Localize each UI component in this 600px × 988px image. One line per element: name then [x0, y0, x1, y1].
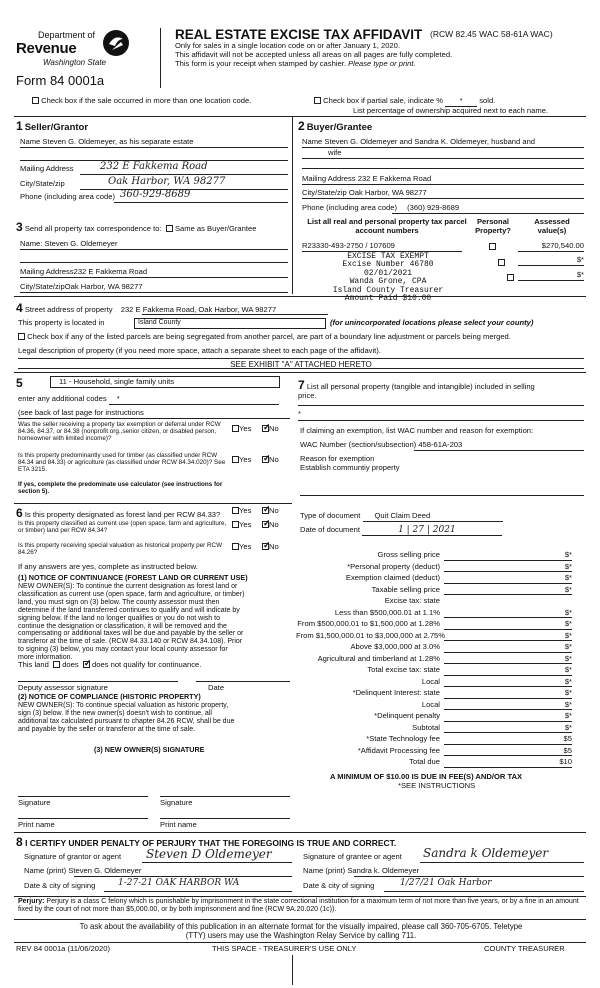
personal-property-label-2: price.: [298, 391, 317, 400]
tax-row-label: Subtotal: [412, 722, 440, 732]
tax-row-value[interactable]: $*: [444, 609, 572, 619]
tax-row-value[interactable]: $*: [444, 563, 572, 573]
county-treasurer-label: COUNTY TREASURER: [484, 944, 565, 953]
correspond-name[interactable]: Steven G. Oldemeyer: [44, 239, 118, 248]
buyer-name-2[interactable]: wife: [328, 148, 342, 157]
parcel-number-1[interactable]: R23330-493-2750 / 107609: [302, 241, 395, 250]
section-3-number: 3: [16, 220, 23, 234]
s5-q1-yes[interactable]: [232, 425, 239, 432]
personal-property-label: List all personal property (tangible and intangible) included in selling: [306, 382, 535, 391]
tax-row-label: *Delinquent penalty: [374, 711, 440, 720]
partial-sold: sold.: [479, 96, 496, 105]
notice-line: and payable by the seller or transferor at the time of sale.: [18, 725, 196, 733]
grantee-date-label: Date & city of signing: [303, 881, 375, 890]
grantee-date-city[interactable]: 1/27/21 Oak Harbor: [400, 878, 492, 888]
tax-row-label: Agricultural and timberland at 1.28%: [317, 653, 440, 663]
assessed-value-3[interactable]: $*: [576, 270, 584, 279]
exemption-claim-label: If claiming an exemption, list WAC number and reason for exemption:: [300, 426, 534, 435]
buyer-phone[interactable]: (360) 929-8689: [407, 203, 460, 212]
owner-signature-2[interactable]: Signature: [160, 798, 193, 807]
no-label: No: [269, 455, 279, 464]
grantee-name[interactable]: Sandra k. Oldemeyer: [347, 866, 420, 875]
tax-row-label: Gross selling price: [377, 550, 440, 559]
tax-row-value[interactable]: $*: [444, 551, 572, 561]
buyer-mail[interactable]: 232 E Fakkema Road: [357, 174, 432, 183]
stamp-line-3: 02/01/2021: [363, 268, 412, 278]
grantee-signature-label: Signature of grantee or agent: [303, 852, 402, 861]
tax-row-value[interactable]: $*: [444, 724, 572, 734]
tax-row-label: Exemption claimed (deduct): [345, 573, 440, 582]
tax-row-label: *Delinquent Interest: state: [352, 688, 440, 697]
seller-heading: Seller/Grantor: [24, 122, 89, 133]
minimum-due-note: A MINIMUM OF $10.00 IS DUE IN FEE(S) AND/OR TAX: [330, 772, 523, 781]
tax-row-value[interactable]: $*: [444, 620, 572, 630]
seller-city-label: City/State/zip: [20, 179, 65, 188]
section-1-number: 1: [16, 119, 23, 133]
owner-signature-1[interactable]: Signature: [18, 798, 51, 807]
notice-compliance-title: (2) NOTICE OF COMPLIANCE (HISTORIC PROPERTY): [18, 692, 201, 701]
notice-line: transferor at the time of sale. (RCW 84.33.140 or RCW 84.34.108). Prior: [18, 638, 243, 646]
dept-line2: Revenue: [16, 40, 77, 57]
buyer-phone-label: Phone (including area code): [302, 203, 397, 212]
tax-row-value[interactable]: $*: [444, 666, 572, 676]
notice-line: NEW OWNER(S): To continue the current designation as forest land or: [18, 583, 238, 590]
notice-compliance-body: [18, 702, 234, 734]
perjury-text: Perjury is a class C felony which is punishable by imprisonment in the state correctional institution for a maximum term of not more than five years, or by a fine in an amount fixed by the court of not more than $5,000.00, or by both imprisonment and fine (RCW 9A.20.020 (1c)).: [18, 898, 579, 914]
partial-percent[interactable]: *: [445, 97, 477, 107]
section-8-number: 8: [16, 835, 23, 849]
does-label: does: [62, 660, 79, 669]
s5-question-1: Was the seller receiving a property tax exemption or deferral under RCW 84.36, 84.37, or 84.38 (nonprofit org.,senior citizen, or disabled person, homeowner with limited income)?: [18, 421, 221, 443]
form-number: Form 84 0001a: [16, 73, 105, 88]
s6-question-3: Is this property receiving special valuation as historical property per RCW 84.26?: [18, 542, 223, 557]
notice-line: land, you must sign on (3) below. The county assessor must then: [18, 598, 220, 606]
no-label: No: [269, 424, 279, 433]
seller-name[interactable]: Steven G. Oldemeyer, as his separate estate: [42, 137, 194, 146]
treasurer-space-label: THIS SPACE - TREASURER'S USE ONLY: [212, 944, 357, 953]
s6-question-2: Is this property classified as current use (open space, farm and agriculture, or timber) land per RCW 84.34?: [18, 520, 227, 535]
s6-q1-yes[interactable]: [232, 507, 239, 514]
grantor-signature-label: Signature of grantor or agent: [24, 852, 122, 861]
s5-question-2b: If yes, complete the predominate use calculator (see instructions for section 5).: [18, 481, 223, 496]
assessed-value-1[interactable]: $270,540.00: [541, 241, 584, 250]
property-use-code-select[interactable]: 11 - Household, single family units: [50, 376, 280, 388]
doc-date-label: Date of document: [300, 525, 360, 534]
tax-row-label: From $500,000.01 to $1,500,000 at 1.28%: [297, 619, 440, 628]
tax-row-value[interactable]: $*: [444, 632, 572, 642]
perjury-label: Perjury:: [18, 898, 45, 905]
tax-row-label: *Personal property (deduct): [347, 561, 440, 571]
owner-print-name-1[interactable]: Print name: [18, 820, 55, 829]
correspond-mail[interactable]: 232 E Fakkema Road: [73, 267, 148, 276]
reason-label: Reason for exemption: [300, 454, 375, 463]
s6-question-1: Is this property designated as forest land per RCW 84.33?: [24, 510, 221, 519]
notice-continuance-body: [18, 583, 244, 662]
personal-property-col-header: Personal Property?: [475, 217, 511, 235]
grantor-date-label: Date & city of signing: [24, 881, 96, 890]
unincorp-note: (for unincorporated locations please select your county): [330, 318, 534, 327]
notice-line: to signing (3) below, you may contact your local county assessor for: [18, 646, 228, 654]
stamp-line-4: Wanda Grone, CPA: [349, 277, 427, 287]
yes-label: Yes: [239, 520, 252, 529]
same-as-buyer-checkbox[interactable]: [166, 225, 173, 232]
tax-row-label: Excise tax: state: [384, 596, 440, 605]
assessed-value-2[interactable]: $*: [576, 255, 584, 264]
s6-q2-no[interactable]: [262, 521, 269, 528]
s6-instructions: If any answers are yes, complete as instructed below.: [18, 562, 198, 571]
section-7-number: 7: [298, 378, 305, 392]
tax-row-label: Total excise tax: state: [367, 665, 440, 674]
exemption-reason[interactable]: Establish communtiy property: [300, 463, 400, 472]
wac-number[interactable]: 458-61A-203: [418, 440, 463, 449]
segregated-checkbox[interactable]: [18, 333, 25, 340]
personal-property-checkbox-3[interactable]: [507, 274, 514, 281]
does-not-qualify-checkbox[interactable]: [83, 661, 90, 668]
grantor-date-city[interactable]: 1-27-21 OAK HARBOR WA: [118, 878, 240, 888]
tax-row-value[interactable]: $*: [444, 701, 572, 711]
notice-line: continue the designation or classification, it will be removed and the: [18, 622, 227, 630]
title-ref: (RCW 82.45 WAC 58-61A WAC): [430, 29, 553, 39]
tax-row-label: *State Technology fee: [366, 734, 440, 743]
street-address[interactable]: 232 E Fakkema Road, Oak Harbor, WA 98277: [120, 305, 277, 314]
new-owner-signature-title: (3) NEW OWNER(S) SIGNATURE: [94, 745, 205, 754]
see-instructions-note: *SEE INSTRUCTIONS: [398, 781, 476, 790]
doc-type-label: Type of document: [300, 511, 361, 520]
yes-label: Yes: [239, 542, 252, 551]
tax-row-value[interactable]: $*: [444, 574, 572, 584]
deputy-date-label: Date: [208, 683, 225, 692]
doc-type[interactable]: Quit Claim Deed: [363, 512, 503, 522]
not-qualify-label: does not qualify for continuance.: [92, 660, 202, 669]
no-label: No: [269, 506, 279, 515]
seller-name-label: Name: [20, 137, 41, 146]
tax-row-label: Total due: [409, 757, 440, 766]
correspond-mail-label: Mailing Address: [20, 267, 74, 276]
legal-description[interactable]: SEE EXHIBIT "A" ATTACHED HERETO: [18, 358, 584, 369]
subtitle-3b: Please type or print.: [348, 59, 416, 68]
notice-line: more information.: [18, 654, 73, 662]
grantee-signature[interactable]: Sandra k Oldemeyer: [423, 846, 549, 860]
buyer-city[interactable]: Oak Harbor, WA 98277: [348, 188, 427, 197]
correspond-name-label: Name:: [20, 239, 43, 248]
street-address-label: Street address of property: [24, 305, 113, 314]
grantor-name-label: Name (print): [24, 866, 67, 875]
this-land-label: This land: [18, 660, 49, 669]
revenue-logo: [101, 28, 131, 58]
correspond-label: Send all property tax correspondence to:: [24, 224, 162, 233]
no-label: No: [269, 542, 279, 551]
assessed-value-col-header: Assessed value(s): [534, 217, 570, 235]
seller-mail[interactable]: 232 E Fakkema Road: [100, 161, 208, 172]
seller-phone[interactable]: 360-929-8689: [120, 189, 191, 200]
multi-location-checkbox[interactable]: [32, 97, 39, 104]
stamp-line-1: EXCISE TAX EXEMPT: [347, 252, 429, 261]
tax-row-label: Local: [421, 676, 440, 686]
tax-row-label: Taxable selling price: [371, 584, 440, 594]
seller-city[interactable]: Oak Harbor, WA 98277: [108, 176, 226, 187]
certify-statement: I CERTIFY UNDER PENALTY OF PERJURY THAT THE FOREGOING IS TRUE AND CORRECT.: [25, 838, 397, 848]
accessibility-line-2: (TTY) users may use the Washington Relay Service by calling 711.: [185, 931, 417, 940]
s5-question-2: Is this property predominantly used for timber (as classified under RCW 84.34 and 84.33) or agriculture (as classified under RCW 84.34.020)? See ETA 3215.: [18, 452, 226, 474]
yes-label: Yes: [239, 506, 252, 515]
tax-row-label: Local: [421, 699, 440, 709]
legal-description-label: Legal description of property (if you need more space, attach a separate sheet to each page of the affidavit).: [18, 346, 381, 355]
yes-label: Yes: [239, 455, 252, 464]
deputy-signature-label: Deputy assessor signature: [18, 683, 108, 692]
tax-row-value[interactable]: $5: [444, 735, 572, 745]
s6-q1-no[interactable]: [262, 507, 269, 514]
tax-row-value[interactable]: $10: [444, 758, 572, 768]
tax-row-value[interactable]: $*: [444, 643, 572, 653]
personal-property-checkbox-2[interactable]: [498, 259, 505, 266]
tax-row-value[interactable]: $*: [444, 689, 572, 699]
dept-line1: Department of: [38, 30, 96, 40]
does-checkbox[interactable]: [53, 661, 60, 668]
multi-location-label: Check box if the sale occurred in more than one location code.: [41, 96, 252, 105]
partial-sale-checkbox[interactable]: [314, 97, 321, 104]
tax-row-value[interactable]: $*: [444, 586, 572, 596]
segregated-label: Check box if any of the listed parcels are being segregated from another parcel, are part of a boundary line adjustment or parcels being merged.: [27, 332, 511, 341]
additional-codes-label: enter any additional codes: [18, 394, 107, 403]
stamp-line-2: Excise Number 46780: [342, 260, 434, 270]
s6-q2-yes[interactable]: [232, 521, 239, 528]
revision-label: REV 84 0001a (11/06/2020): [16, 944, 111, 953]
form-title: REAL ESTATE EXCISE TAX AFFIDAVIT: [175, 27, 423, 42]
notice-continuance-title: (1) NOTICE OF CONTINUANCE (FOREST LAND OR CURRENT USE): [18, 573, 248, 582]
buyer-heading: Buyer/Grantee: [306, 122, 373, 133]
accessibility-line-1: To ask about the availability of this publication in an alternate format for the visually impaired, please call 360-705-6705. Teletype: [79, 922, 523, 931]
partial-note: List percentage of ownership acquired next to each name.: [353, 106, 549, 115]
same-as-buyer-label: Same as Buyer/Grantee: [174, 224, 257, 233]
yes-label: Yes: [239, 424, 252, 433]
section-2-number: 2: [298, 119, 305, 133]
buyer-mail-label: Mailing Address: [302, 174, 356, 183]
doc-date[interactable]: 1 | 27 | 2021: [362, 525, 502, 536]
located-in-label: This property is located in: [18, 318, 105, 327]
notice-line: determine if the land transferred continues to qualify and will indicate by: [18, 606, 240, 614]
s6-q3-no[interactable]: [262, 543, 269, 550]
section-5-number: 5: [16, 376, 23, 390]
section-6-number: 6: [16, 506, 23, 520]
no-label: No: [269, 520, 279, 529]
grantee-name-label: Name (print): [303, 866, 346, 875]
buyer-name-1[interactable]: Steven G. Oldemeyer and Sandra K. Oldemeyer, husband and: [324, 137, 536, 146]
see-back-note: (see back of last page for instructions: [18, 408, 144, 417]
s5-q2-no[interactable]: [262, 456, 269, 463]
tax-row-label: From $1,500,000.01 to $3,000,000 at 2.75%: [296, 630, 446, 640]
subtitle-3: This form is your receipt when stamped by cashier.: [175, 59, 346, 68]
buyer-name-label: Name: [302, 137, 323, 146]
tax-row-value[interactable]: $*: [444, 655, 572, 665]
county-select[interactable]: Island County: [134, 318, 326, 329]
subtitle-1: Only for sales in a single location code on or after January 1, 2020.: [175, 41, 400, 50]
s5-q1-no[interactable]: [262, 425, 269, 432]
parcels-col-header: List all real and personal property tax parcel account numbers: [307, 217, 467, 235]
tax-row-label: Less than $500,000.01 at 1.1%: [334, 607, 440, 617]
notice-line: sign (3) below. If the new owner(s) doesn't wish to continue, all: [18, 709, 212, 717]
tax-row-value[interactable]: $5: [444, 747, 572, 757]
dept-line3: Washington State: [43, 58, 107, 67]
correspond-city[interactable]: Oak Harbor, WA 98277: [64, 282, 143, 291]
owner-print-name-2[interactable]: Print name: [160, 820, 197, 829]
stamp-line-6: Amount Paid $10.00: [344, 293, 432, 303]
stamp-line-5: Island County Treasurer: [332, 285, 444, 295]
seller-mail-label: Mailing Address: [20, 164, 74, 173]
notice-line: classification as current use (open space, farm and agriculture, or timber): [18, 590, 245, 598]
s6-q3-yes[interactable]: [232, 543, 239, 550]
seller-phone-label: Phone (including area code): [20, 192, 115, 201]
notice-line: signing below. If the land no longer qualifies or you do not wish to: [18, 614, 220, 622]
grantor-signature[interactable]: Steven D Oldemeyer: [146, 847, 272, 861]
notice-line: additional tax calculated pursuant to chapter 84.26 RCW, shall be due: [18, 717, 235, 725]
personal-property-checkbox-1[interactable]: [489, 243, 496, 250]
partial-sale-label: Check box if partial sale, indicate %: [323, 96, 443, 105]
notice-line: NEW OWNER(S): To continue special valuation as historic property,: [18, 702, 229, 709]
tax-row-value[interactable]: $*: [444, 678, 572, 688]
notice-line: compensating or additional taxes will be due and payable by the seller or: [18, 630, 244, 638]
tax-row-value[interactable]: $*: [444, 712, 572, 722]
grantor-name[interactable]: Steven G. Oldemeyer: [68, 866, 142, 875]
wac-label: WAC Number (section/subsection): [300, 440, 417, 449]
section-4-number: 4: [16, 301, 23, 315]
subtitle-2: This affidavit will not be accepted unless all areas on all pages are fully completed.: [175, 50, 453, 59]
personal-property-value[interactable]: *: [298, 409, 301, 418]
additional-codes[interactable]: *: [109, 395, 279, 405]
correspond-city-label: City/State/zip: [20, 282, 65, 291]
s5-q2-yes[interactable]: [232, 456, 239, 463]
tax-row-label: *Affidavit Processing fee: [357, 745, 440, 755]
tax-row-label: Above $3,000,000 at 3.0%: [350, 642, 440, 651]
buyer-city-label: City/State/zip: [302, 188, 347, 197]
